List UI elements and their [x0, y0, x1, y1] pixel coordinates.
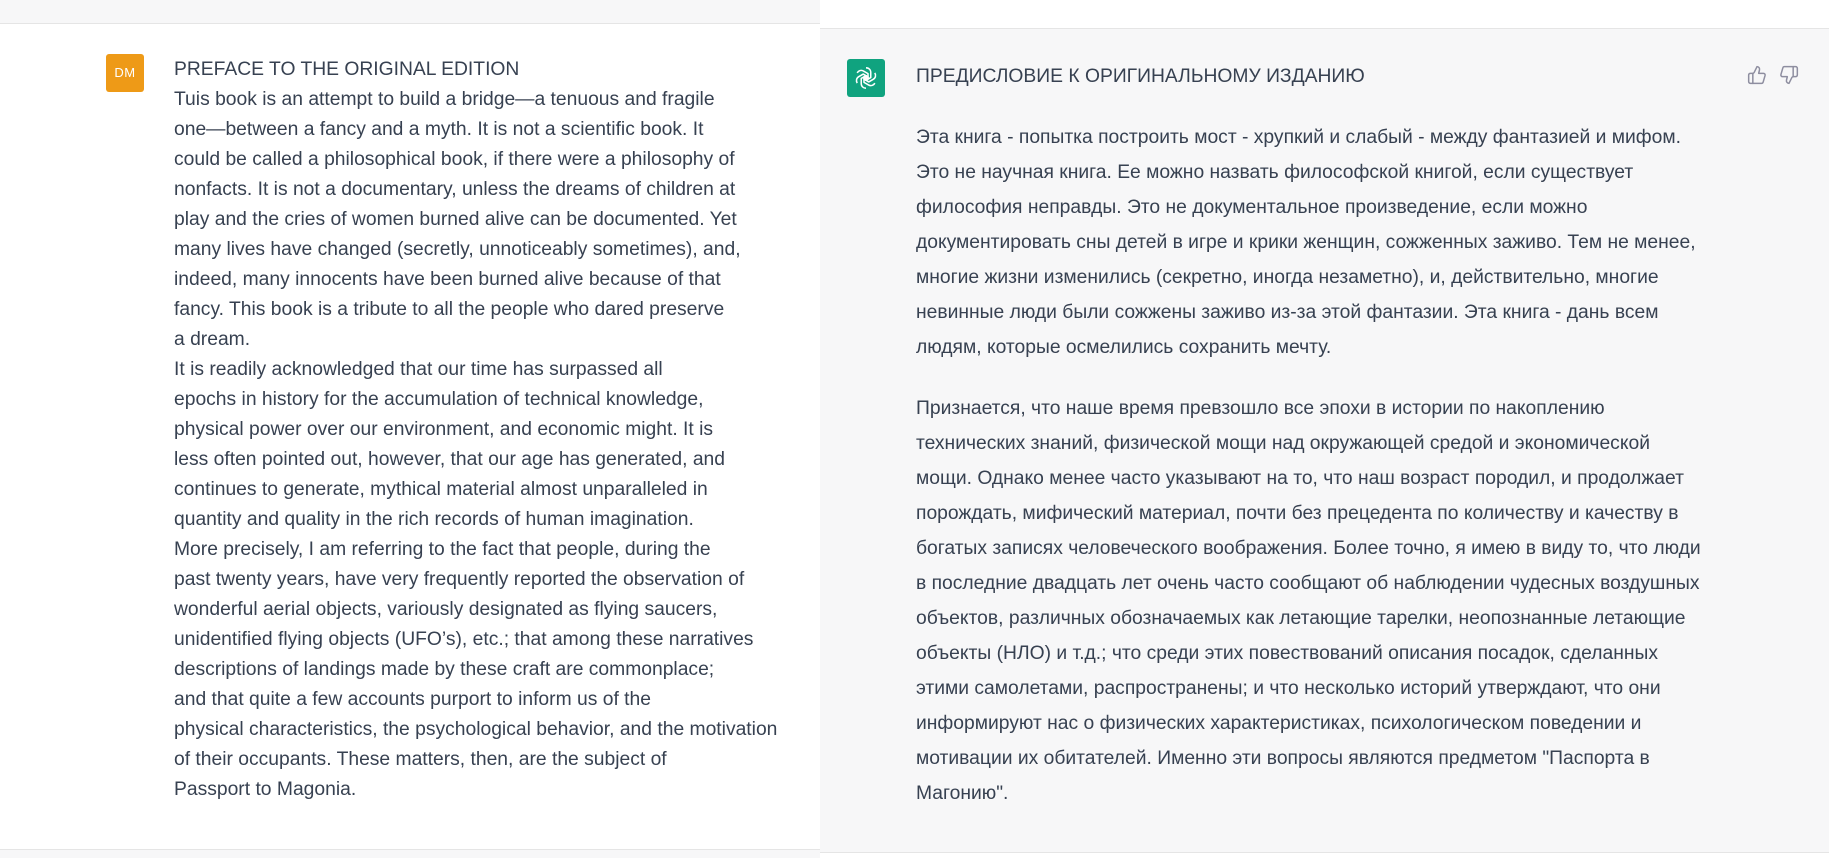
user-line: continues to generate, mythical material almost unparalleled in — [174, 479, 708, 500]
user-line: Tuis book is an attempt to build a bridge—a tenuous and fragile — [174, 89, 715, 110]
user-line: descriptions of landings made by these craft are commonplace; — [174, 659, 715, 680]
user-avatar: DM — [106, 54, 144, 92]
assistant-line: мощи. Однако менее часто указывают на то, что наш возраст породил, и продолжает — [916, 468, 1684, 489]
user-line: could be called a philosophical book, if there were a philosophy of — [174, 149, 735, 170]
user-line: More precisely, I am referring to the fact that people, during the — [174, 539, 711, 560]
assistant-paragraph-2 — [916, 391, 1766, 811]
assistant-line: объектов, различных обозначаемых как летающие тарелки, неопознанные летающие — [916, 608, 1686, 629]
user-line: many lives have changed (secretly, unnoticeably sometimes), and, — [174, 239, 741, 260]
user-line: quantity and quality in the rich records of human imagination. — [174, 509, 694, 530]
user-line: one—between a fancy and a myth. It is not a scientific book. It — [174, 119, 704, 140]
user-line: PREFACE TO THE ORIGINAL EDITION — [174, 59, 520, 80]
assistant-line: Признается, что наше время превзошло все эпохи в истории по накоплению — [916, 398, 1605, 419]
user-line: nonfacts. It is not a documentary, unless the dreams of children at — [174, 179, 736, 200]
previous-message-edge — [820, 0, 1829, 29]
openai-logo-icon — [853, 65, 879, 91]
user-line: It is readily acknowledged that our time has surpassed all — [174, 359, 663, 380]
assistant-line: богатых записях человеческого воображения. Более точно, я имею в виду то, что люди — [916, 538, 1701, 559]
thumbs-up-icon — [1747, 65, 1767, 85]
user-line: a dream. — [174, 329, 251, 350]
assistant-line: технических знаний, физической мощи над окружающей средой и экономической — [916, 433, 1650, 454]
user-line: physical characteristics, the psychological behavior, and the motivation — [174, 719, 778, 740]
assistant-line: документировать сны детей в игре и крики женщин, сожженных заживо. Тем не менее, — [916, 232, 1696, 253]
user-line: play and the cries of women burned alive can be documented. Yet — [174, 209, 737, 230]
assistant-line: философия неправды. Это не документальное произведение, если можно — [916, 197, 1588, 218]
thumbs-down-button[interactable] — [1776, 62, 1802, 88]
assistant-line: невинные люди были сожжены заживо из-за этой фантазии. Эта книга - дань всем — [916, 302, 1659, 323]
user-line: and that quite a few accounts purport to inform us of the — [174, 689, 651, 710]
next-message-edge — [820, 852, 1829, 858]
assistant-line: многие жизни изменились (секретно, иногда незаметно), и, действительно, многие — [916, 267, 1659, 288]
user-message — [0, 0, 820, 857]
user-line: indeed, many innocents have been burned alive because of that — [174, 269, 721, 290]
user-line: epochs in history for the accumulation of technical knowledge, — [174, 389, 704, 410]
assistant-avatar — [847, 59, 885, 97]
user-line: less often pointed out, however, that our age has generated, and — [174, 449, 725, 470]
assistant-line: объекты (НЛО) и т.д.; что среди этих повествований описания посадок, сделанных — [916, 643, 1659, 664]
previous-message-edge — [0, 0, 820, 24]
user-line: fancy. This book is a tribute to all the people who dared preserve — [174, 299, 725, 320]
assistant-paragraph-1 — [916, 120, 1766, 365]
assistant-line: в последние двадцать лет очень часто сообщают об наблюдении чудесных воздушных — [916, 573, 1700, 594]
user-message-text — [174, 55, 814, 805]
user-line: past twenty years, have very frequently reported the observation of — [174, 569, 745, 590]
assistant-line: Эта книга - попытка построить мост - хрупкий и слабый - между фантазией и мифом. — [916, 127, 1681, 148]
user-line: unidentified flying objects (UFO’s), etc.; that among these narratives — [174, 629, 754, 650]
user-line: Passport to Magonia. — [174, 779, 357, 800]
thumbs-down-icon — [1779, 65, 1799, 85]
assistant-line: порождать, мифический материал, почти без прецедента по количеству и качеству в — [916, 503, 1679, 524]
assistant-line: информируют нас о физических характеристиках, психологическом поведении и — [916, 713, 1642, 734]
user-line: wonderful aerial objects, variously designated as flying saucers, — [174, 599, 718, 620]
thumbs-up-button[interactable] — [1744, 62, 1770, 88]
user-line: physical power over our environment, and economic might. It is — [174, 419, 714, 440]
assistant-line: Магонию". — [916, 783, 1009, 804]
assistant-title: ПРЕДИСЛОВИЕ К ОРИГИНАЛЬНОМУ ИЗДАНИЮ — [916, 66, 1365, 87]
assistant-line: мотивации их обитателей. Именно эти вопросы являются предметом "Паспорта в — [916, 748, 1650, 769]
assistant-line: этими самолетами, распространены; и что несколько историй утверждают, что они — [916, 678, 1661, 699]
assistant-message — [820, 0, 1829, 857]
assistant-line: людям, которые осмелились сохранить мечту. — [916, 337, 1332, 358]
user-line: of their occupants. These matters, then, are the subject of — [174, 749, 667, 770]
assistant-line: Это не научная книга. Ее можно назвать философской книгой, если существует — [916, 162, 1634, 183]
